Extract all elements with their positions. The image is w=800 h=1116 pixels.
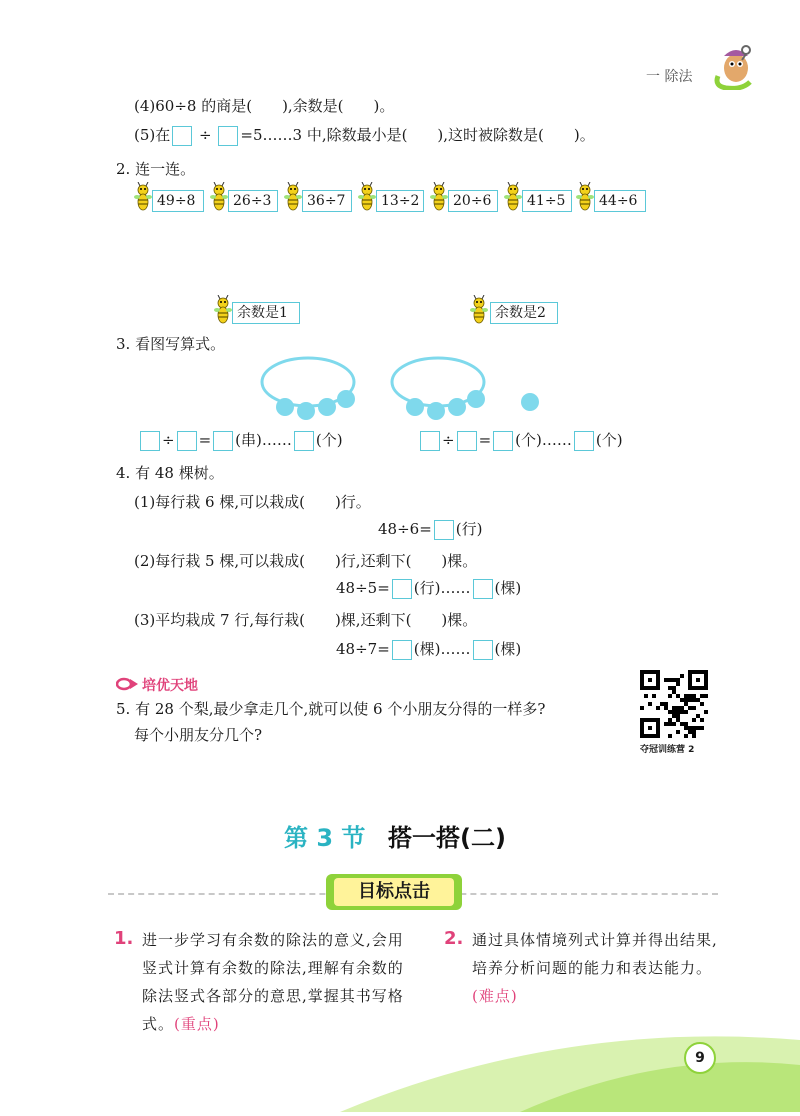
q1-item5 [134,124,595,146]
q1-item5-prefix: (5)在 [134,126,171,144]
goal-2-text [472,926,728,1010]
answer-box[interactable] [294,431,314,451]
q4-title: 4. 有 48 棵树。 [116,464,224,482]
answer-box[interactable] [140,431,160,451]
bee-icon [358,182,376,212]
unit-label: (棵) [494,579,522,597]
equals-sign: = [198,431,212,449]
divide-sign: ÷ [199,126,212,144]
bee-icon [470,295,488,325]
answer-box[interactable] [473,579,493,599]
equation-text: 48÷6= [378,520,432,538]
unit-label: (棵) [494,640,522,658]
remainder-target-1[interactable]: 余数是1 [232,302,300,324]
goals-banner-label: 目标点击 [334,878,454,906]
answer-box[interactable] [213,431,233,451]
q1-item5-suffix: =5……3 中,除数最小是( ),这时被除数是( )。 [240,126,595,144]
bee-icon [214,295,232,325]
q1-item4: (4)60÷8 的商是( ),余数是( )。 [134,97,395,115]
bee-icon [210,182,228,212]
bee-icon [430,182,448,212]
q4-part2-equation [336,577,521,599]
answer-box[interactable] [218,126,238,146]
division-card[interactable]: 41÷5 [522,190,572,212]
equation-text: 48÷5= [336,579,390,597]
answer-box[interactable] [473,640,493,660]
bead-picture [250,355,550,425]
equals-sign: = [478,431,492,449]
division-card[interactable]: 26÷3 [228,190,278,212]
q4-part3-equation [336,638,521,660]
answer-box[interactable] [392,579,412,599]
bee-icon [134,182,152,212]
page-number-text: 9 [695,1050,705,1066]
divide-sign: ÷ [162,431,175,449]
section-number: 第 3 节 [284,824,366,852]
q4-part1: (1)每行栽 6 棵,可以栽成( )行。 [134,493,371,511]
division-card[interactable]: 44÷6 [594,190,646,212]
unit-label: (棵)…… [413,640,471,658]
answer-box[interactable] [392,640,412,660]
q3-equation-1 [138,429,343,451]
section-title: 搭一搭(二) [388,824,506,852]
footer-wave [0,1010,800,1112]
division-card[interactable]: 20÷6 [448,190,498,212]
page-number [684,1042,716,1074]
unit-label: (行) [455,520,483,538]
unit-label: (串)…… [235,431,292,449]
goals-banner [326,874,462,910]
equation-text: 48÷7= [336,640,390,658]
q4-part1-equation [378,518,483,540]
division-card[interactable]: 36÷7 [302,190,352,212]
goal-1-tag: (重点) [174,1015,220,1033]
q3-title: 3. 看图写算式。 [116,335,226,353]
bee-icon [504,182,522,212]
q2-title: 2. 连一连。 [116,160,196,178]
unit-label: (个) [315,431,343,449]
answer-box[interactable] [493,431,513,451]
answer-box[interactable] [434,520,454,540]
q4-part2: (2)每行栽 5 棵,可以栽成( )行,还剩下( )棵。 [134,552,478,570]
arrow-icon [116,677,138,695]
answer-box[interactable] [574,431,594,451]
q4-part3: (3)平均栽成 7 行,每行栽( )棵,还剩下( )棵。 [134,611,478,629]
answer-box[interactable] [420,431,440,451]
division-card[interactable]: 13÷2 [376,190,424,212]
bee-icon [284,182,302,212]
divide-sign: ÷ [442,431,455,449]
goal-1-body: 进一步学习有余数的除法的意义,会用竖式计算有余数的除法,理解有余数的除法竖式各部分的意思,掌握其书写格式。 [142,931,404,1033]
answer-box[interactable] [177,431,197,451]
q5-line1: 5. 有 28 个梨,最少拿走几个,就可以使 6 个小朋友分得的一样多? [116,700,546,718]
goal-2-body: 通过具体情境列式计算并得出结果,培养分析问题的能力和表达能力。 [472,931,718,977]
remainder-target-2[interactable]: 余数是2 [490,302,558,324]
unit-label: (个)…… [515,431,572,449]
goal-2-number: 2. [444,928,464,949]
unit-label: (个) [595,431,623,449]
header-section: 一 除法 [646,69,693,85]
qr-code-icon[interactable] [640,670,708,738]
answer-box[interactable] [457,431,477,451]
enrichment-header [116,675,198,695]
q3-equation-2 [418,429,623,451]
enrichment-label: 培优天地 [142,678,198,694]
q5-line2: 每个小朋友分几个? [134,726,263,744]
mascot-icon [712,42,756,90]
goal-2-tag: (难点) [472,987,518,1005]
unit-label: (行)…… [413,579,471,597]
goal-1-number: 1. [114,928,134,949]
answer-box[interactable] [172,126,192,146]
division-card[interactable]: 49÷8 [152,190,204,212]
bee-icon [576,182,594,212]
qr-caption: 夺冠训练营 2 [640,745,695,755]
